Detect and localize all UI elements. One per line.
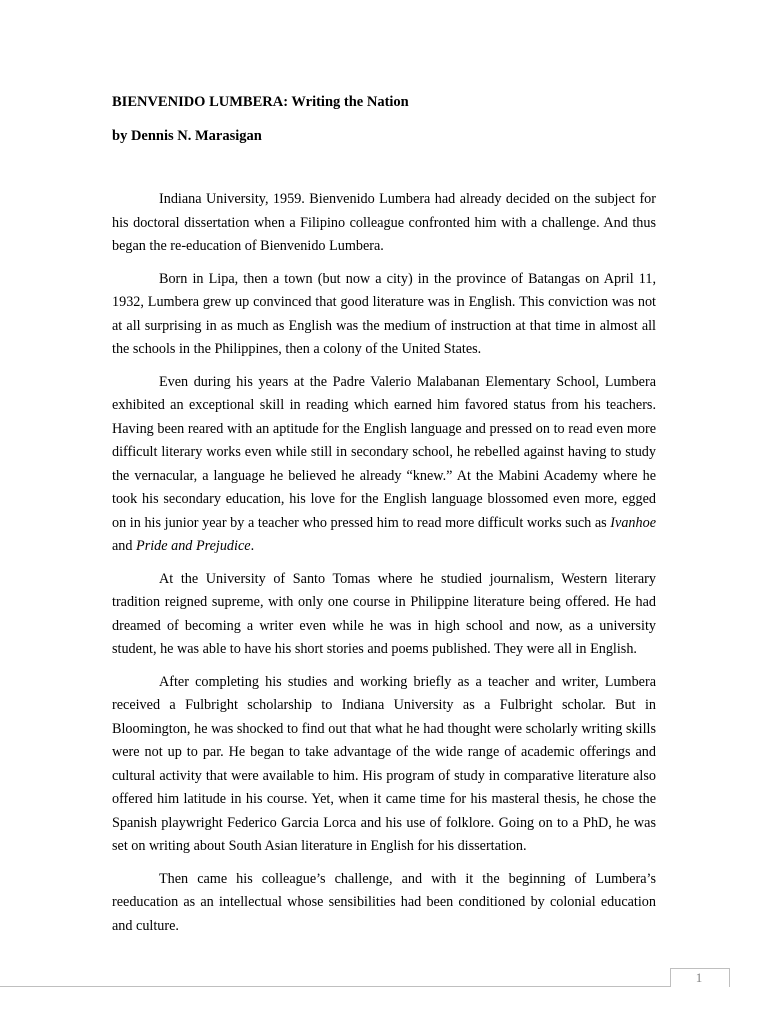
paragraph-3-text-b: and [112, 538, 137, 554]
document-page [112, 92, 656, 947]
footer-rule [0, 986, 670, 987]
paragraph-6: Then came his colleague’s challenge, and with it the beginning of Lumbera’s reeducation as an intellectual whose sensibilities had been conditioned by colonial education and culture. [112, 870, 656, 934]
document-title: BIENVENIDO LUMBERA: Writing the Nation [112, 94, 409, 110]
paragraph-3 [112, 371, 656, 559]
italic-title-pride-and-prejudice: Pride and Prejudice [136, 538, 251, 554]
document-byline: by Dennis N. Marasigan [112, 128, 262, 144]
italic-title-ivanhoe: Ivanhoe [610, 514, 656, 531]
paragraph-1: Indiana University, 1959. Bienvenido Lumbera had already decided on the subject for his doctoral dissertation when a Filipino colleague confronted him with a challenge. And thus began the re-education of Bienvenido Lumbera. [112, 191, 656, 254]
paragraph-3-text-a: Even during his years at the Padre Valerio Malabanan Elementary School, Lumbera exhibited an exceptional skill in reading which earned him favored status from his teachers. Having been reared with an aptitude for the English language and pressed on to read even more difficult literary works even while still in secondary school, he rebelled against having to study the vernacular, a language he believed he already “knew.” At the Mabini Academy where he took his secondary education, his love for the English language blossomed even more, egged on in his junior year by a teacher who pressed him to read more difficult works such as [112, 373, 656, 531]
paragraph-3-text-c: . [250, 538, 255, 554]
paragraph-2: Born in Lipa, then a town (but now a city) in the province of Batangas on April 11, 1932, Lumbera grew up convinced that good literature was in English. This conviction was not at all surprising in as much as English was the medium of instruction at that time in almost all the schools in the Philippines, then a colony of the United States. [112, 270, 656, 357]
paragraph-4: At the University of Santo Tomas where he studied journalism, Western literary tradition reigned supreme, with only one course in Philippine literature being offered. He had dreamed of becoming a writer even while he was in high school and now, as a university student, he was able to have his short stories and poems published. They were all in English. [112, 570, 656, 657]
paragraph-5: After completing his studies and working briefly as a teacher and writer, Lumbera received a Fulbright scholarship to Indiana University as a Fulbright scholar. But in Bloomington, he was shocked to find out that what he had thought were scholarly writing skills were not up to par. He began to take advantage of the wide range of academic offerings and cultural activity that were available to him. His program of study in comparative literature also offered him latitude in his course. Yet, when it came time for his masteral thesis, he chose the Spanish playwright Federico Garcia Lorca and his use of folklore. Going on to a PhD, he was set on writing about South Asian literature in English for his dissertation. [112, 673, 656, 854]
page-number: 1 [695, 970, 703, 985]
